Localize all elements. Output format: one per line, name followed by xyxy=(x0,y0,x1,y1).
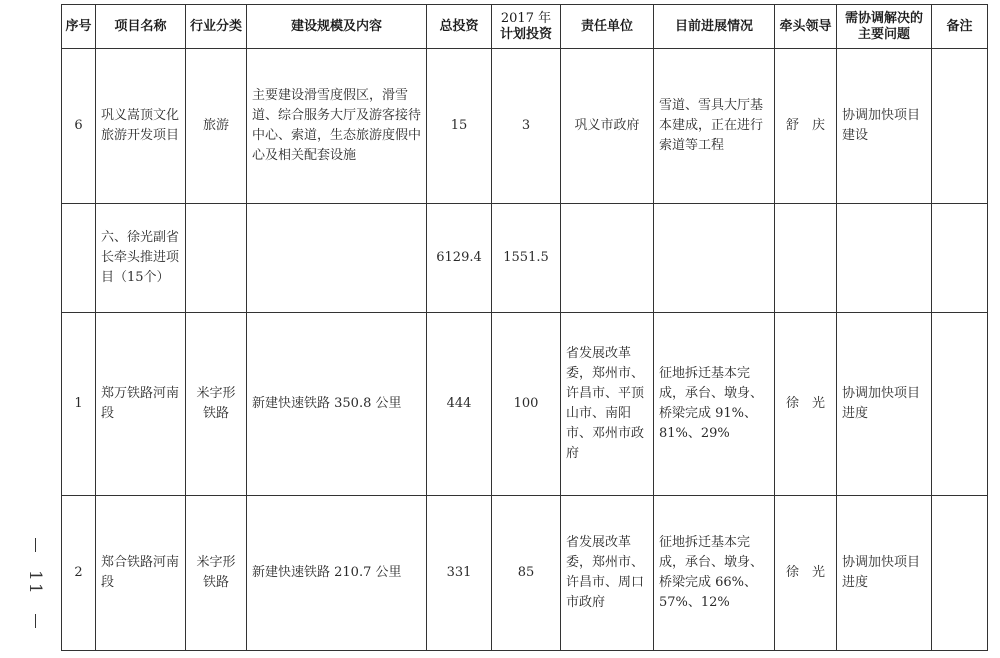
cell-leader: 徐 光 xyxy=(775,496,837,651)
table-row xyxy=(62,496,988,651)
cell-remarks xyxy=(932,313,988,496)
cell-leader: 舒 庆 xyxy=(775,49,837,204)
header-issue xyxy=(837,5,932,49)
cell-plan: 3 xyxy=(492,49,561,204)
cell-seq xyxy=(62,204,96,313)
page-number-text: 11 xyxy=(25,570,45,596)
cell-plan: 85 xyxy=(492,496,561,651)
cell-remarks xyxy=(932,496,988,651)
header-issue-line1: 需协调解决的 xyxy=(844,10,923,26)
cell-progress: 雪道、雪具大厅基本建成，正在进行索道等工程 xyxy=(654,49,775,204)
cell-unit: 省发展改革委，郑州市、许昌市、平顶山市、南阳市、邓州市政府 xyxy=(561,313,654,496)
cell-name: 郑合铁路河南段 xyxy=(96,496,186,651)
header-remarks: 备注 xyxy=(932,5,988,49)
cell-industry: 旅游 xyxy=(186,49,247,204)
header-plan xyxy=(492,5,561,49)
cell-unit: 巩义市政府 xyxy=(561,49,654,204)
cell-plan: 1551.5 xyxy=(492,204,561,313)
cell-unit xyxy=(561,204,654,313)
page-number xyxy=(22,538,48,628)
cell-seq: 2 xyxy=(62,496,96,651)
header-row xyxy=(62,5,988,49)
cell-remarks xyxy=(932,204,988,313)
cell-progress: 征地拆迁基本完成，承台、墩身、桥梁完成 66%、57%、12% xyxy=(654,496,775,651)
cell-total: 6129.4 xyxy=(427,204,492,313)
cell-remarks xyxy=(932,49,988,204)
cell-scale: 新建快速铁路 210.7 公里 xyxy=(247,496,427,651)
header-unit: 责任单位 xyxy=(561,5,654,49)
header-name: 项目名称 xyxy=(96,5,186,49)
cell-progress xyxy=(654,204,775,313)
cell-scale xyxy=(247,204,427,313)
cell-issue xyxy=(837,204,932,313)
cell-total: 331 xyxy=(427,496,492,651)
cell-unit: 省发展改革委，郑州市、许昌市、周口市政府 xyxy=(561,496,654,651)
header-plan-line2: 计划投资 xyxy=(499,26,552,42)
cell-total: 15 xyxy=(427,49,492,204)
cell-industry xyxy=(186,204,247,313)
header-leader: 牵头领导 xyxy=(775,5,837,49)
table-row xyxy=(62,204,988,313)
header-industry: 行业分类 xyxy=(186,5,247,49)
table-row xyxy=(62,313,988,496)
header-progress: 目前进展情况 xyxy=(654,5,775,49)
cell-industry: 米字形铁路 xyxy=(186,313,247,496)
header-issue-line2: 主要问题 xyxy=(857,26,910,42)
cell-issue: 协调加快项目建设 xyxy=(837,49,932,204)
cell-name: 六、徐光副省长牵头推进项目（15个） xyxy=(96,204,186,313)
cell-scale: 主要建设滑雪度假区，滑雪道、综合服务大厅及游客接待中心、索道，生态旅游度假中心及相关配套设施 xyxy=(247,49,427,204)
cell-plan: 100 xyxy=(492,313,561,496)
cell-industry: 米字形铁路 xyxy=(186,496,247,651)
cell-leader: 徐 光 xyxy=(775,313,837,496)
cell-name: 郑万铁路河南段 xyxy=(96,313,186,496)
page-number-dash-top xyxy=(35,538,36,552)
cell-leader xyxy=(775,204,837,313)
table-row xyxy=(62,49,988,204)
cell-issue: 协调加快项目进度 xyxy=(837,496,932,651)
header-scale: 建设规模及内容 xyxy=(247,5,427,49)
cell-seq: 1 xyxy=(62,313,96,496)
project-table xyxy=(61,4,988,651)
header-total: 总投资 xyxy=(427,5,492,49)
cell-total: 444 xyxy=(427,313,492,496)
header-plan-line1: 2017 年 xyxy=(500,10,552,26)
cell-scale: 新建快速铁路 350.8 公里 xyxy=(247,313,427,496)
page-number-dash-bottom xyxy=(35,614,36,628)
cell-progress: 征地拆迁基本完成，承台、墩身、桥梁完成 91%、81%、29% xyxy=(654,313,775,496)
cell-seq: 6 xyxy=(62,49,96,204)
cell-issue: 协调加快项目进度 xyxy=(837,313,932,496)
cell-name: 巩义嵩顶文化旅游开发项目 xyxy=(96,49,186,204)
header-seq: 序号 xyxy=(62,5,96,49)
